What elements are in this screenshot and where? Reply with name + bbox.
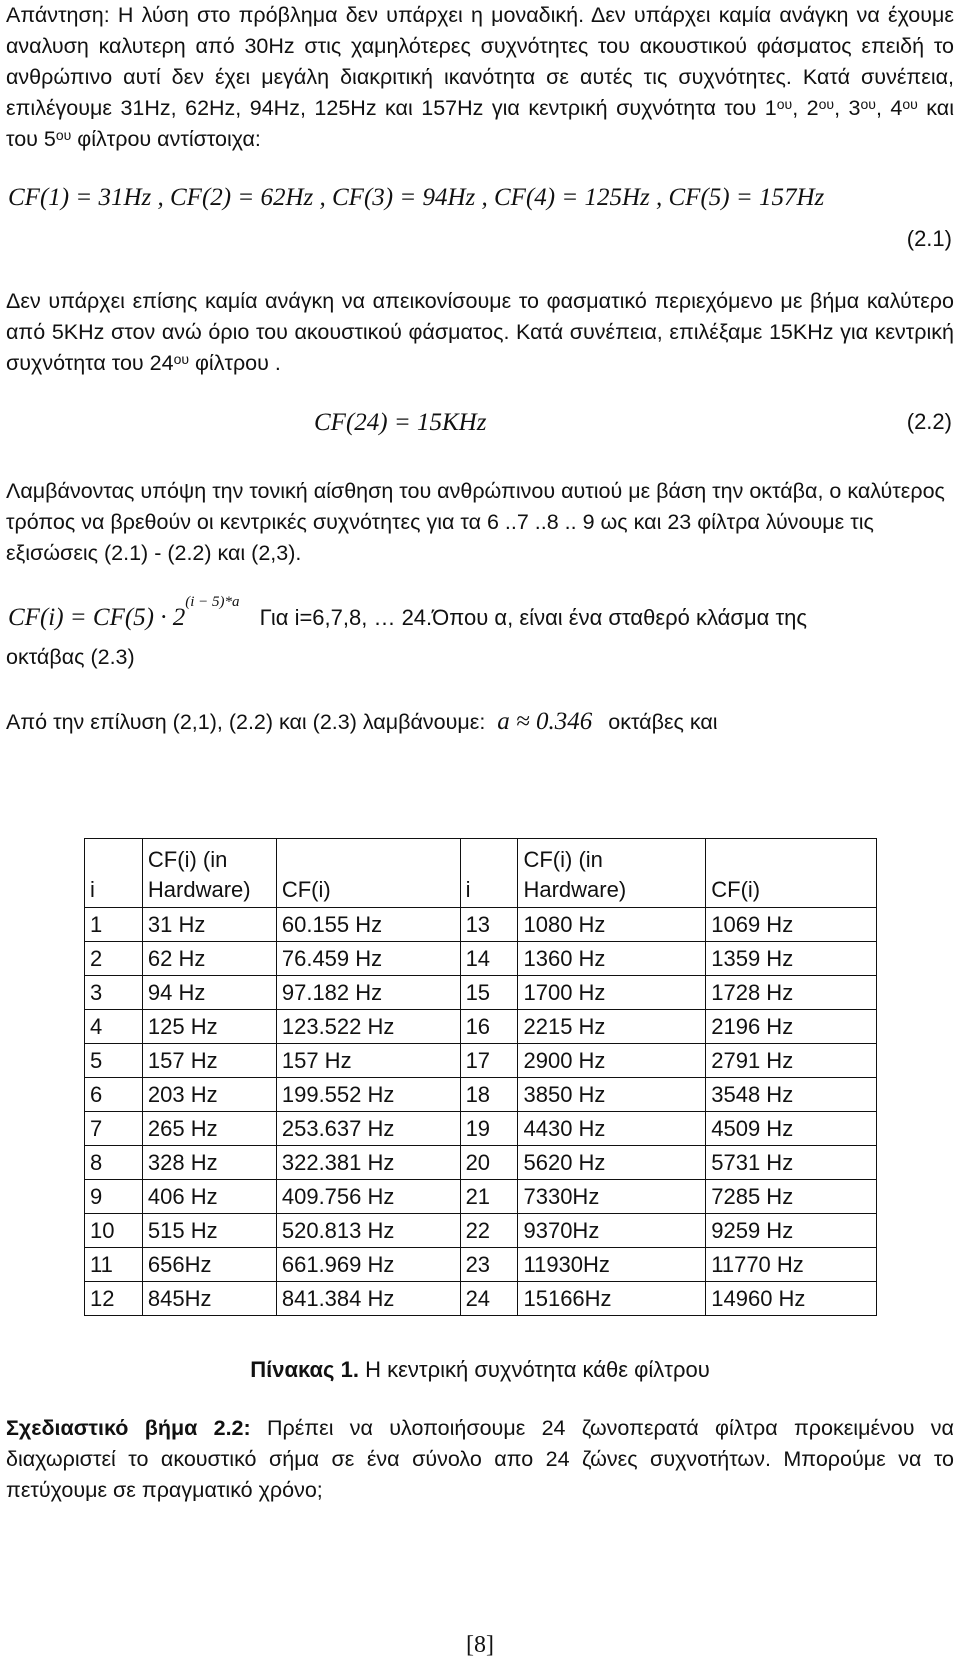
caption-label: Πίνακας 1. xyxy=(250,1357,359,1382)
table-cell: 31 Hz xyxy=(142,908,276,942)
caption-text: Η κεντρική συχνότητα κάθε φίλτρου xyxy=(358,1357,710,1382)
table-cell: 62 Hz xyxy=(142,942,276,976)
superscript: ου xyxy=(818,96,835,112)
table-cell: 15166Hz xyxy=(518,1282,706,1316)
table-cell: 12 xyxy=(85,1282,143,1316)
table-cell: 406 Hz xyxy=(142,1180,276,1214)
table-cell: 2 xyxy=(85,942,143,976)
table-cell: 661.969 Hz xyxy=(276,1248,460,1282)
table-cell: 13 xyxy=(460,908,518,942)
table-cell: 253.637 Hz xyxy=(276,1112,460,1146)
table-cell: 9 xyxy=(85,1180,143,1214)
table-header-cell: i xyxy=(460,839,518,908)
table-cell: 4509 Hz xyxy=(706,1112,877,1146)
intro-text: , 3 xyxy=(834,96,861,120)
table-row xyxy=(85,1146,877,1180)
table-cell: 1359 Hz xyxy=(706,942,877,976)
table-cell: 125 Hz xyxy=(142,1010,276,1044)
table-row xyxy=(85,942,877,976)
paragraph-text: Δεν υπάρχει επίσης καμία ανάγκη να απεικονίσουμε το φασματικό περιεχόμενο με βήμα καλύτερο από 5KHz στον ανώ όριο του ακουστικού φάσματος. Κατά συνέπεια, επιλέξαμε 15KHz για κεντρική συχνότητα του 24 xyxy=(6,289,954,375)
intro-text: , 4 xyxy=(875,96,903,120)
table-cell: 5620 Hz xyxy=(518,1146,706,1180)
table-cell: 20 xyxy=(460,1146,518,1180)
equation-2-2: CF(24) = 15KHz xyxy=(314,409,487,436)
table-cell: 1700 Hz xyxy=(518,976,706,1010)
design-step-label: Σχεδιαστικό βήμα 2.2: xyxy=(6,1416,251,1440)
table-cell: 6 xyxy=(85,1078,143,1112)
table-row xyxy=(85,908,877,942)
table-cell: 845Hz xyxy=(142,1282,276,1316)
superscript: ου xyxy=(55,127,72,143)
table-cell: 515 Hz xyxy=(142,1214,276,1248)
table-cell: 3850 Hz xyxy=(518,1078,706,1112)
table-cell: 1069 Hz xyxy=(706,908,877,942)
table-cell: 14 xyxy=(460,942,518,976)
table-cell: 3548 Hz xyxy=(706,1078,877,1112)
intro-text: φίλτρου αντίστοιχα: xyxy=(71,127,261,151)
table-cell: 14960 Hz xyxy=(706,1282,877,1316)
table-header-cell: i xyxy=(85,839,143,908)
equation-2-3-line xyxy=(8,594,808,632)
table-cell: 11770 Hz xyxy=(706,1248,877,1282)
table-cell: 123.522 Hz xyxy=(276,1010,460,1044)
table-header-cell: CF(i) (in Hardware) xyxy=(518,839,706,908)
table-row xyxy=(85,976,877,1010)
table-cell: 23 xyxy=(460,1248,518,1282)
table-cell: 199.552 Hz xyxy=(276,1078,460,1112)
table-cell: 15 xyxy=(460,976,518,1010)
table-cell: 5 xyxy=(85,1044,143,1078)
table-cell: 1080 Hz xyxy=(518,908,706,942)
equation-number-2-2: (2.2) xyxy=(906,409,952,434)
table-cell: 520.813 Hz xyxy=(276,1214,460,1248)
table-cell: 21 xyxy=(460,1180,518,1214)
table-cell: 94 Hz xyxy=(142,976,276,1010)
table-row xyxy=(85,1010,877,1044)
table-cell: 841.384 Hz xyxy=(276,1282,460,1316)
table-cell: 19 xyxy=(460,1112,518,1146)
table-cell: 2196 Hz xyxy=(706,1010,877,1044)
table-cell: 11930Hz xyxy=(518,1248,706,1282)
table-cell: 11 xyxy=(85,1248,143,1282)
table-cell: 24 xyxy=(460,1282,518,1316)
solution-line xyxy=(6,706,954,738)
table-cell: 76.459 Hz xyxy=(276,942,460,976)
table-cell: 17 xyxy=(460,1044,518,1078)
table-cell: 97.182 Hz xyxy=(276,976,460,1010)
paragraph-3: Λαμβάνοντας υπόψη την τονική αίσθηση του ανθρώπινου αυτιού με βάση την οκτάβα, ο καλύτερος τρόπος να βρεθούν οι κεντρικές συχνότητες για τα 6 ..7 ..8 .. 9 ως και 23 φίλτρα λύνουμε τις εξισώσεις (2.1) - (2.2) και (2,3). xyxy=(6,479,945,565)
table-cell: 1728 Hz xyxy=(706,976,877,1010)
table-row xyxy=(85,1078,877,1112)
table-cell: 9370Hz xyxy=(518,1214,706,1248)
intro-paragraph xyxy=(6,0,954,155)
paragraph-2 xyxy=(6,286,954,379)
table-row xyxy=(85,1282,877,1316)
equation-2-3-exponent: (i − 5)*a xyxy=(185,594,240,610)
table-cell: 1360 Hz xyxy=(518,942,706,976)
solution-text: Από την επίλυση (2,1), (2.2) και (2.3) λαμβάνουμε: xyxy=(6,710,486,734)
equation-2-1: CF(1) = 31Hz , CF(2) = 62Hz , CF(3) = 94Hz , CF(4) = 125Hz , CF(5) = 157Hz xyxy=(8,184,825,211)
table-row xyxy=(85,1248,877,1282)
table-cell: 16 xyxy=(460,1010,518,1044)
table-cell: 4 xyxy=(85,1010,143,1044)
table-cell: 203 Hz xyxy=(142,1078,276,1112)
design-step-text: Πρέπει να υλοποιήσουμε 24 ζωνοπερατά φίλτρα προκειμένου να διαχωριστεί το ακουστικό σήμα σε ένα σύνολο απο 24 ζώνες συχνοτήτων. Μπορούμε να το πετύχουμε σε πραγματικό χρόνο; xyxy=(6,1416,954,1502)
center-frequency-table xyxy=(84,838,877,1316)
equation-2-3-line2: οκτάβας (2.3) xyxy=(6,645,135,669)
table-row xyxy=(85,1214,877,1248)
table-cell: 322.381 Hz xyxy=(276,1146,460,1180)
superscript: ου xyxy=(860,96,876,112)
table-cell: 2900 Hz xyxy=(518,1044,706,1078)
table-caption xyxy=(0,1357,960,1383)
equation-2-3: CF(i) = CF(5) · 2 xyxy=(8,604,186,631)
table-header-cell: CF(i) xyxy=(706,839,877,908)
table-cell: 10 xyxy=(85,1214,143,1248)
intro-text: , 2 xyxy=(792,96,819,120)
table-cell: 60.155 Hz xyxy=(276,908,460,942)
table-row xyxy=(85,1044,877,1078)
table-cell: 1 xyxy=(85,908,143,942)
table-row xyxy=(85,1180,877,1214)
page-number: [8] xyxy=(466,1632,494,1658)
table-cell: 2215 Hz xyxy=(518,1010,706,1044)
table-cell: 8 xyxy=(85,1146,143,1180)
intro-text: και του 5 xyxy=(6,96,954,151)
table-cell: 157 Hz xyxy=(142,1044,276,1078)
table-row xyxy=(85,1112,877,1146)
table-cell: 656Hz xyxy=(142,1248,276,1282)
equation-2-3-text: Για i=6,7,8, … 24.Όπου α, είναι ένα σταθερό κλάσμα της xyxy=(259,605,808,630)
table-cell: 18 xyxy=(460,1078,518,1112)
superscript: ου xyxy=(776,96,793,112)
table-cell: 4430 Hz xyxy=(518,1112,706,1146)
table-cell: 22 xyxy=(460,1214,518,1248)
solution-end: οκτάβες και xyxy=(608,710,718,734)
table-header-cell: CF(i) xyxy=(276,839,460,908)
superscript: ου xyxy=(902,96,918,112)
superscript: ου xyxy=(173,351,190,367)
equation-number-2-1: (2.1) xyxy=(906,226,952,251)
table-cell: 157 Hz xyxy=(276,1044,460,1078)
table-cell: 5731 Hz xyxy=(706,1146,877,1180)
table-cell: 409.756 Hz xyxy=(276,1180,460,1214)
design-step-paragraph xyxy=(6,1413,954,1506)
table-header-cell: CF(i) (in Hardware) xyxy=(142,839,276,908)
table-cell: 3 xyxy=(85,976,143,1010)
intro-text: Απάντηση: Η λύση στο πρόβλημα δεν υπάρχει η μοναδική. Δεν υπάρχει καμία ανάγκη να έχουμε αναλυση καλυτερη από 30Hz στις χαμηλότερες συχνότητες του ακουστικού φάσματος επειδή το ανθρώπινο αυτί δεν έχει μεγάλη διακριτική ικανότητα σε αυτές τις συχνότητες. Κατά συνέπεια, επιλέγουμε 31Hz, 62Hz, 94Hz, 125Hz και 157Hz για κεντρική συχνότητα του 1 xyxy=(6,3,954,120)
table-cell: 7330Hz xyxy=(518,1180,706,1214)
solution-value: a ≈ 0.346 xyxy=(497,708,593,735)
table-cell: 2791 Hz xyxy=(706,1044,877,1078)
table-header-row xyxy=(85,839,877,908)
table-cell: 265 Hz xyxy=(142,1112,276,1146)
paragraph-text: φίλτρου . xyxy=(189,351,281,375)
table-cell: 9259 Hz xyxy=(706,1214,877,1248)
table-cell: 7285 Hz xyxy=(706,1180,877,1214)
table-cell: 328 Hz xyxy=(142,1146,276,1180)
table-cell: 7 xyxy=(85,1112,143,1146)
